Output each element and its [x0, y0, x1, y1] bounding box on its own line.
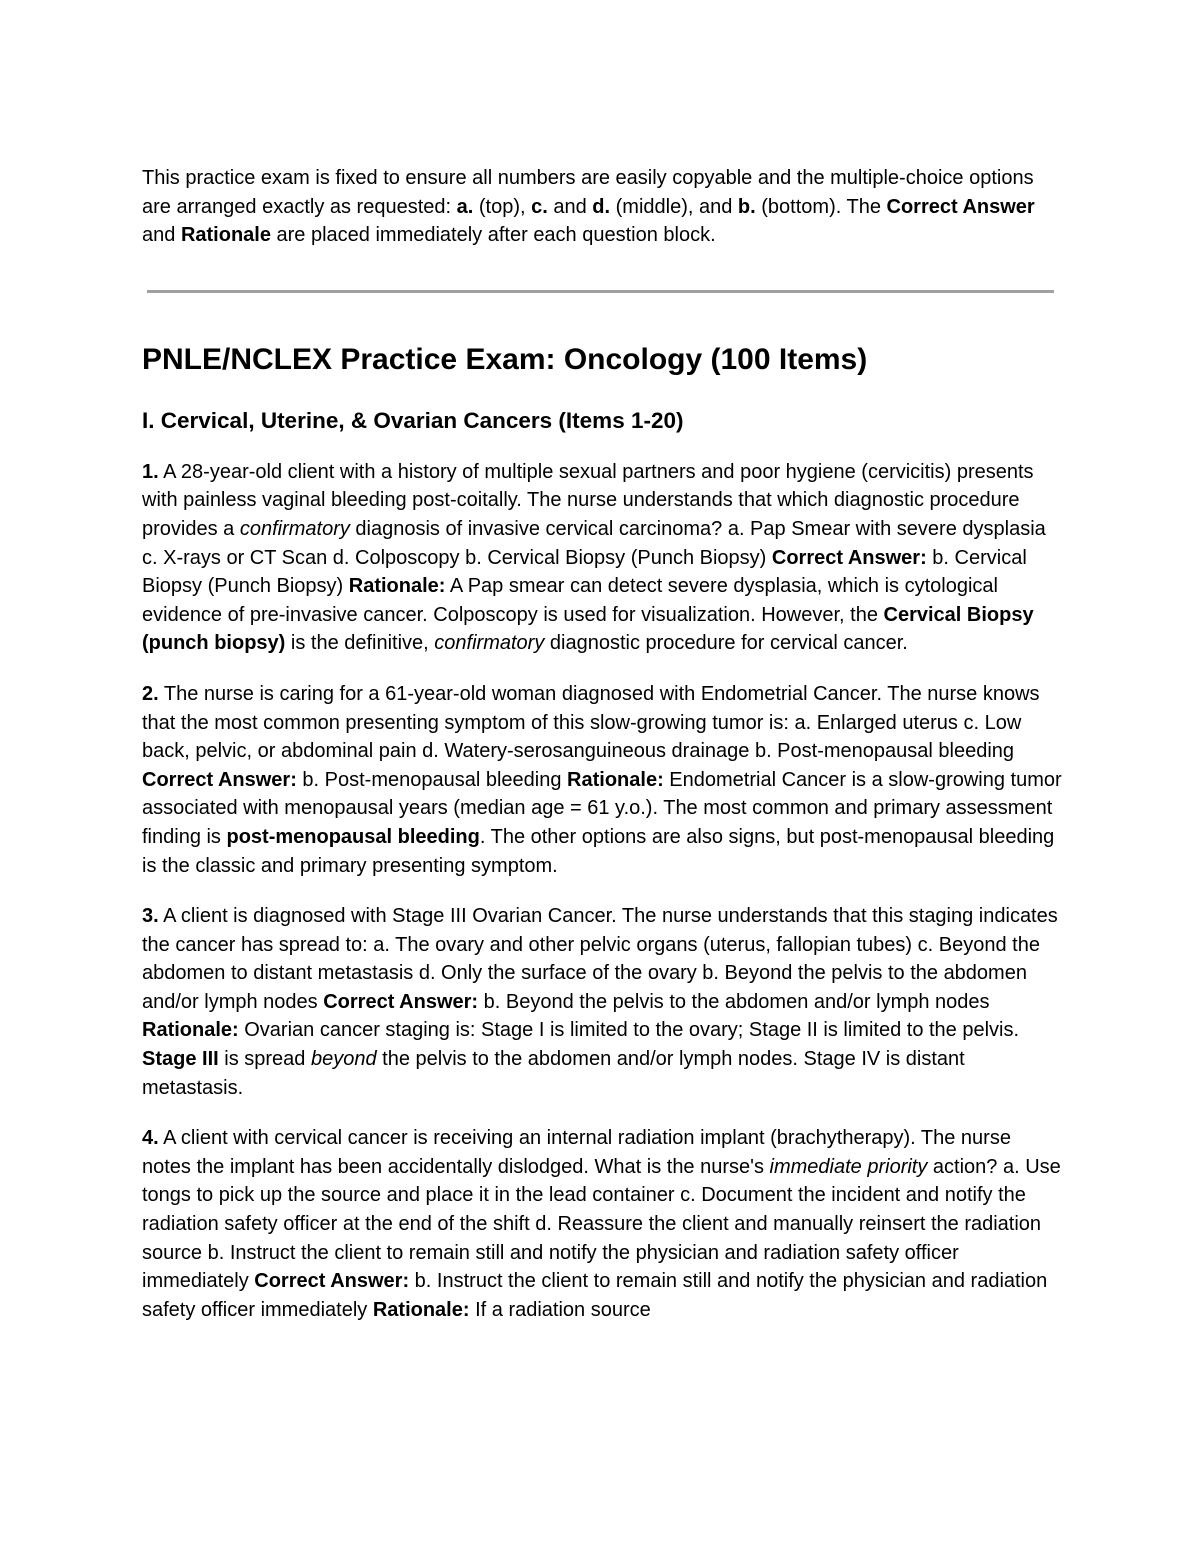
question-2: 2. The nurse is caring for a 61-year-old woman diagnosed with Endometrial Cancer. The nurse knows that the most common presenting symptom of this slow-growing tumor is: a. Enlarged uterus c. Low back, pelvic, or abdominal pain d. Watery-serosanguineous drainage b. Post-menopausal bleeding Correct Answer: b. Post-menopausal bleeding Rationale: Endometrial Cancer is a slow-growing tumor associated with menopausal years (median age = 61 y.o.). The most common and primary assessment finding is post-menopausal bleeding. The other options are also signs, but post-menopausal bleeding is the classic and primary presenting symptom.: [142, 682, 1062, 877]
document-body: [142, 164, 1062, 1324]
intro-paragraph: This practice exam is fixed to ensure all numbers are easily copyable and the multiple-choice options are arranged exactly as requested: a. (top), c. and d. (middle), and b. (bottom). The Correct Answer and Rationale are placed immediately after each question block.: [142, 167, 1035, 247]
page-title: PNLE/NCLEX Practice Exam: Oncology (100 Items): [142, 342, 868, 376]
section-heading: I. Cervical, Uterine, & Ovarian Cancers (Items 1-20): [142, 407, 684, 433]
question-3: 3. A client is diagnosed with Stage III Ovarian Cancer. The nurse understands that this staging indicates the cancer has spread to: a. The ovary and other pelvic organs (uterus, fallopian tubes) c. Beyond the abdomen to distant metastasis d. Only the surface of the ovary b. Beyond the pelvis to the abdomen and/or lymph nodes Correct Answer: b. Beyond the pelvis to the abdomen and/or lymph nodes Rationale: Ovarian cancer staging is: Stage I is limited to the ovary; Stage II is limited to the pelvis. Stage III is spread beyond the pelvis to the abdomen and/or lymph nodes. Stage IV is distant metastasis.: [142, 905, 1058, 1099]
horizontal-divider: [147, 290, 1054, 293]
question-4: 4. A client with cervical cancer is receiving an internal radiation implant (brachytherapy). The nurse notes the implant has been accidentally dislodged. What is the nurse's immediate priority action? a. Use tongs to pick up the source and place it in the lead container c. Document the incident and notify the radiation safety officer at the end of the shift d. Reassure the client and manually reinsert the radiation source b. Instruct the client to remain still and notify the physician and radiation safety officer immediately Correct Answer: b. Instruct the client to remain still and notify the physician and radiation safety officer immediately Rationale: If a radiation source: [142, 1127, 1061, 1321]
question-1: 1. A 28-year-old client with a history of multiple sexual partners and poor hygiene (cervicitis) presents with painless vaginal bleeding post-coitally. The nurse understands that which diagnostic procedure provides a confirmatory diagnosis of invasive cervical carcinoma? a. Pap Smear with severe dysplasia c. X-rays or CT Scan d. Colposcopy b. Cervical Biopsy (Punch Biopsy) Correct Answer: b. Cervical Biopsy (Punch Biopsy) Rationale: A Pap smear can detect severe dysplasia, which is cytological evidence of pre-invasive cancer. Colposcopy is used for visualization. However, the Cervical Biopsy (punch biopsy) is the definitive, confirmatory diagnostic procedure for cervical cancer.: [142, 460, 1046, 655]
